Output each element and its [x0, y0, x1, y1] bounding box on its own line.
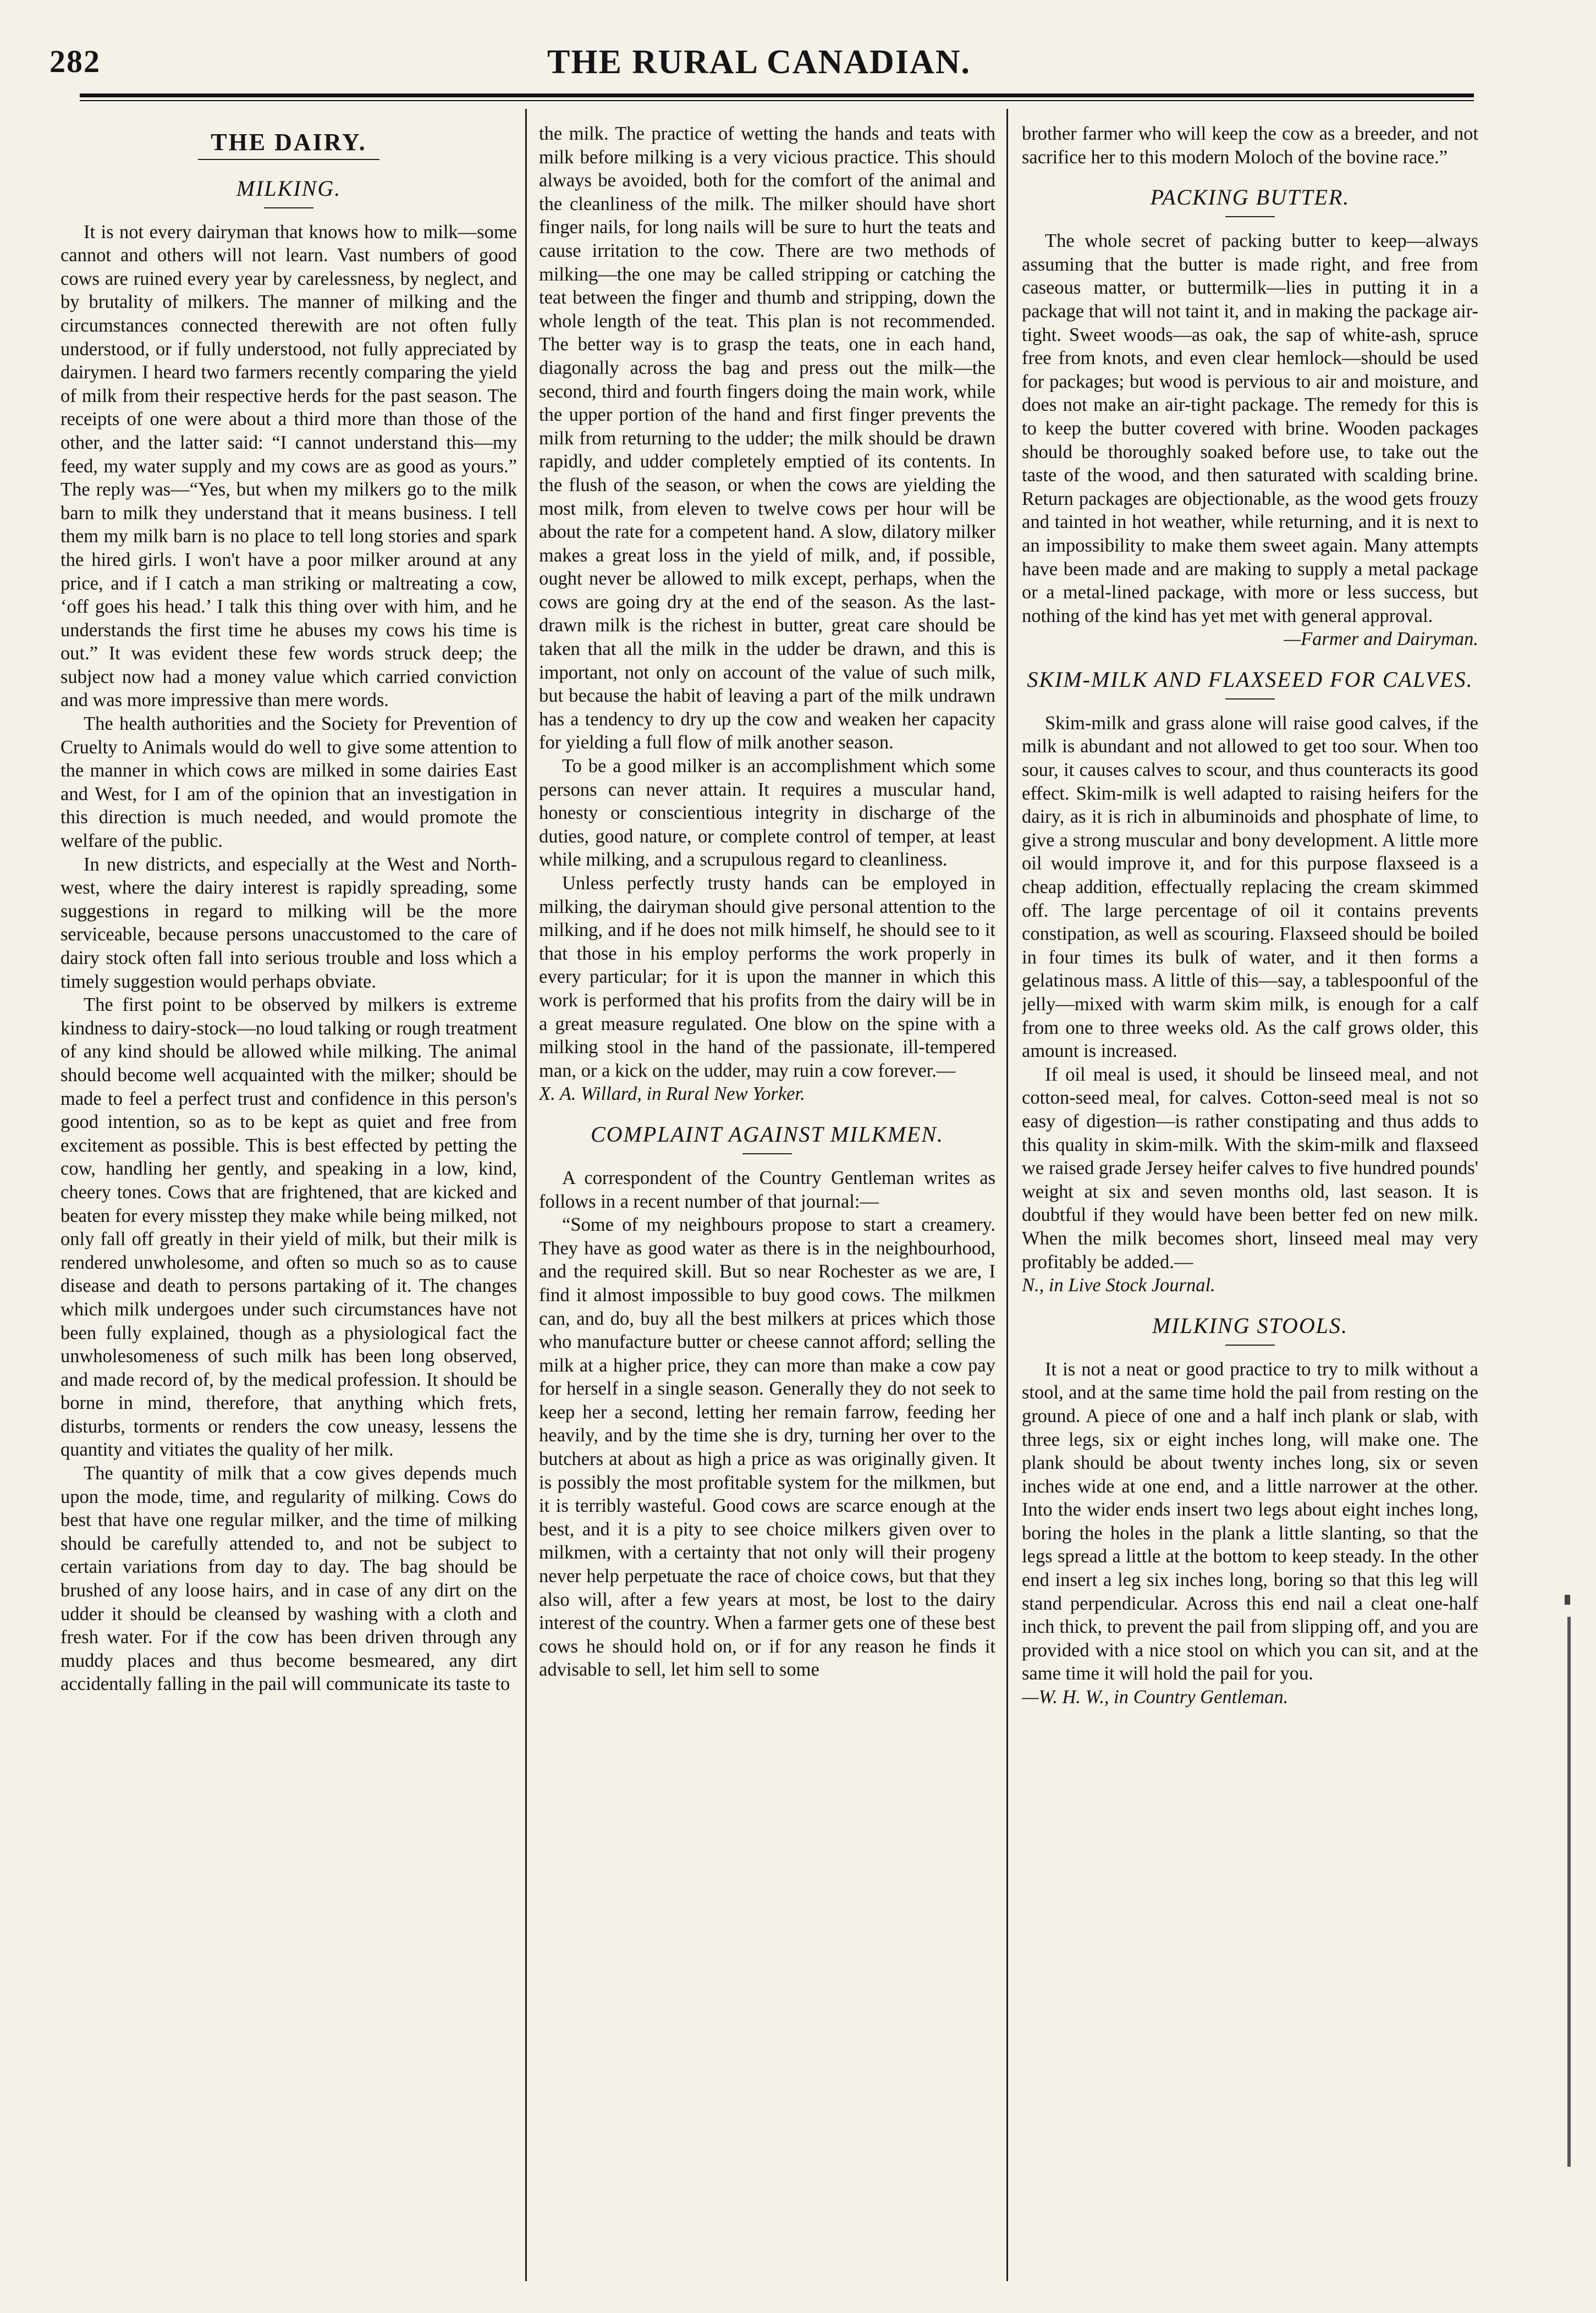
paragraph: If oil meal is used, it should be linseed meal, and not cotton-seed meal, for calves. Cotton-seed meal is not so easy of digestion—is rather constipating and thus adds to this quality in skim-milk. With the skim-milk and flaxseed we raised grade Jersey heifer calves to five hundred pounds' weight at six and seven months old, last season. It is doubtful if they would have been better fed on new milk. When the milk becomes short, linseed meal may very profitably be added.—: [1022, 1064, 1478, 1273]
column-2: [539, 122, 995, 2283]
signature: —W. H. W., in Country Gentleman.: [1022, 1687, 1289, 1708]
article-title-skim-milk: SKIM-MILK AND FLAXSEED FOR CALVES.: [1027, 667, 1473, 692]
signature: N., in Live Stock Journal.: [1022, 1275, 1215, 1296]
article-title-milking-stools: MILKING STOOLS.: [1152, 1313, 1348, 1338]
paragraph: The first point to be observed by milkers is extreme kindness to dairy-stock—no loud talking or rough treatment of any kind should be allowed while milking. The animal should become well acquainted with the milker; should be made to feel a perfect trust and confidence in this person's good intention, so as to be kept as quiet and free from excitement as possible. This is best effected by petting the cow, handling her gently, and speaking in a low, kind, cheery tones. Cows that are frightened, that are kicked and beaten for every misstep they make while being milked, not only fall off greatly in their yield of milk, but their milk is rendered unwholesome, and often so much so as to cause disease and death to persons partaking of it. The changes which milk undergoes under such circumstances have not been fully explained, though as a physiological fact the unwholesomeness of such milk has been long observed, and made record of, by the medical profession. It should be borne in mind, therefore, that anything which frets, disturbs, torments or renders the cow uneasy, lessens the quantity and vitiates the quality of her milk.: [60, 994, 517, 1461]
signature: —Farmer and Dairyman.: [1284, 629, 1478, 650]
article-title-complaint: COMPLAINT AGAINST MILKMEN.: [590, 1121, 944, 1147]
running-title: THE RURAL CANADIAN.: [547, 43, 971, 81]
header-rule-thin: [80, 100, 1474, 101]
paragraph: brother farmer who will keep the cow as a breeder, and not sacrifice her to this modern Moloch of the bovine race.”: [1022, 123, 1478, 168]
column-3: [1022, 122, 1478, 2283]
paragraph: The health authorities and the Society for Prevention of Cruelty to Animals would do well to give some attention to the manner in which cows are milked in some dairies East and West, for I am of the opinion that an investigation in this direction is much needed, and would promote the welfare of the public.: [60, 713, 517, 852]
title-rule: [1225, 1345, 1275, 1346]
page-number: 282: [49, 43, 101, 79]
column-divider-2: [1006, 109, 1008, 2281]
paragraph: Unless perfectly trusty hands can be employed in milking, the dairyman should give personal attention to the milking, and if he does not milk himself, he should see to it that those in his employ performs the work properly in every particular; for it is upon the manner in which this work is performed that his profits from the dairy will be in a great measure regulated. One blow on the spine with a milking stool in the hand of the passionate, ill-tempered man, or a kick on the udder, may ruin a cow forever.—: [539, 873, 995, 1081]
paragraph: “Some of my neighbours propose to start a creamery. They have as good water as there is in the neighbourhood, and the required skill. But so near Rochester as we are, I find it almost impossible to buy good cows. The milkmen can, and do, buy all the best milkers at prices which those who manufacture butter or cheese cannot afford; selling the milk at a higher price, they can more than make a cow pay for herself in a single season. Generally they do not seek to keep her a second, letting her remain farrow, feeding her heavily, and by the time she is dry, turning her over to the butchers at about as high a price as was originally given. It is possibly the most profitable system for the milkmen, but it is terribly wasteful. Good cows are scarce enough at the best, and it is a pity to see choice milkers given over to milkmen, with a certainty that not only will their progeny never help perpetuate the race of choice cows, but that they also will, after a few years at most, be lost to the dairy interest of the country. When a farmer gets one of these best cows he should hold on, or if for any reason he finds it advisable to sell, let him sell to some: [539, 1214, 995, 1681]
paragraph: In new districts, and especially at the West and North-west, where the dairy interest is rapidly spreading, some suggestions in regard to milking will be the more serviceable, because persons unaccustomed to the care of dairy stock often fall into serious trouble and loss which a timely suggestion would perhaps obviate.: [60, 853, 517, 992]
paragraph: It is not a neat or good practice to try to milk without a stool, and at the same time hold the pail from resting on the ground. A piece of one and a half inch plank or slab, with three legs, six or eight inches long, will make one. The plank should be about twenty inches long, six or seven inches wide at one end, and a little narrower at the other. Into the wider ends insert two legs about eight inches long, boring the holes in the plank a little slanting, so that the legs spread a little at the bottom to keep steady. In the other end insert a leg six inches long, boring so that this leg will stand perpendicular. Across this end nail a cleat one-half inch thick, to prevent the pail from slipping off, and you are provided with a nice stool on which you can sit, and at the same time it will hold the pail for you.: [1022, 1358, 1478, 1684]
paragraph: The quantity of milk that a cow gives depends much upon the mode, time, and regularity of milking. Cows do best that have one regular milker, and the time of milking should be carefully attended to, and not be subject to certain variations from day to day. The bag should be brushed of any loose hairs, and in case of any dirt on the udder it should be cleansed by washing with a cloth and fresh water. For if the cow has been driven through any muddy places and thus become besmeared, any dirt accidentally falling in the pail will communicate its taste to: [60, 1463, 517, 1695]
title-rule: [742, 1153, 792, 1154]
paragraph: Skim-milk and grass alone will raise good calves, if the milk is abundant and not allowed to get too sour. When too sour, it causes calves to scour, and thus counteracts its good effect. Skim-milk is well adapted to raising heifers for the dairy, as it is rich in albuminoids and phosphate of lime, to give a strong muscular and bony development. A little more oil would improve it, and for this purpose flaxseed is a cheap addition, effectually replacing the cream skimmed off. The large percentage of oil it contains prevents constipation, as well as scouring. Flaxseed should be boiled in four times its bulk of water, and it then forms a gelatinous mass. A little of this—say, a tablespoonful of the jelly—mixed with warm skim milk, is enough for a calf from one to three weeks old. As the calf grows older, this amount is increased.: [1022, 712, 1478, 1062]
column-1: [60, 121, 517, 2282]
column-divider-1: [525, 109, 527, 2281]
title-rule: [1225, 216, 1275, 217]
paragraph: The whole secret of packing butter to keep—always assuming that the butter is made right, and free from caseous matter, or buttermilk—lies in putting it in a package that will not taint it, and in making the package air-tight. Sweet woods—as oak, the sap of white-ash, spruce free from knots, and even clear hemlock—should be used for packages; but wood is pervious to air and moisture, and does not make an air-tight package. The remedy for this is to keep the butter covered with brine. Wooden packages should be thoroughly soaked before use, to take out the taste of the wood, and then saturated with scalding brine. Return packages are objectionable, as the wood gets frouzy and tainted in hot weather, while returning, and it is next to an impossibility to make them sweet again. Many attempts have been made and are making to supply a metal package or a metal-lined package, with more or less success, but nothing of the kind has yet met with general approval.: [1022, 230, 1478, 626]
title-rule: [1225, 698, 1275, 700]
article-title-packing-butter: PACKING BUTTER.: [1150, 185, 1350, 210]
article-title-milking: MILKING.: [236, 175, 342, 201]
scan-mark: [1565, 1595, 1570, 1605]
section-rule: [198, 159, 379, 160]
paragraph: It is not every dairyman that knows how to milk—some cannot and others will not learn. Vast numbers of good cows are ruined every year by carelessness, by neglect, and by brutality of milkers. The manner of milking and the circumstances connected therewith are not often fully understood, or if fully understood, not fully appreciated by dairymen. I heard two farmers recently comparing the yield of milk from their respective herds for the past season. The receipts of one were about a third more than those of the other, and the latter said: “I cannot understand this—my feed, my water supply and my cows are as good as yours.” The reply was—“Yes, but when my milkers go to the milk barn to milk they understand that it means business. I tell them my milk barn is no place to tell long stories and spark the hired girls. I won't have a poor milker around at any price, and if I catch a man striking or maltreating a cow, ‘off goes his head.’ I talk this thing over with him, and he understands the first time he abuses my cows his time is out.” It was evident these few words struck deep; the subject now had a money value which carried conviction and was more impressive than mere words.: [60, 221, 517, 711]
paragraph: To be a good milker is an accomplishment which some persons can never attain. It requires a muscular hand, honesty or conscientious integrity in discharge of the duties, good nature, or complete control of temper, at least while milking, and a scrupulous regard to cleanliness.: [539, 756, 995, 871]
paragraph: the milk. The practice of wetting the hands and teats with milk before milking is a very vicious practice. This should always be avoided, both for the comfort of the animal and the cleanliness of the milk. The milker should have short finger nails, for long nails will be sure to hurt the teats and cause irritation to the cow. There are two methods of milking—the one may be called stripping or catching the teat between the finger and thumb and stripping, down the whole length of the teat. This plan is not recommended. The better way is to grasp the teats, one in each hand, diagonally across the bag and press out the milk—the second, third and fourth fingers doing the main work, while the upper portion of the hand and first finger prevents the milk from returning to the udder; the milk should be drawn rapidly, and udder completely emptied of its contents. In the flush of the season, or when the cows are yielding the most milk, from eleven to twelve cows per hour will be about the rate for a competent hand. A slow, dilatory milker makes a great loss in the yield of milk, and, if possible, ought never be allowed to milk except, perhaps, when the cows are going dry at the end of the season. As the last-drawn milk is the richest in butter, great care should be taken that all the milk in the udder be drawn, and this is important, not only on account of the value of such milk, but because the habit of leaving a part of the milk undrawn has a tendency to dry up the cow and weaken her capacity for yielding a full flow of milk another season.: [539, 123, 995, 753]
section-title: THE DAIRY.: [211, 129, 367, 156]
signature: X. A. Willard, in Rural New Yorker.: [539, 1083, 805, 1105]
page-header: [49, 43, 1468, 92]
paragraph: A correspondent of the Country Gentleman writes as follows in a recent number of that journal:—: [539, 1167, 995, 1212]
scan-edge-mark: [1567, 1617, 1571, 2167]
title-rule: [264, 207, 313, 208]
header-rule-thick: [80, 93, 1474, 97]
